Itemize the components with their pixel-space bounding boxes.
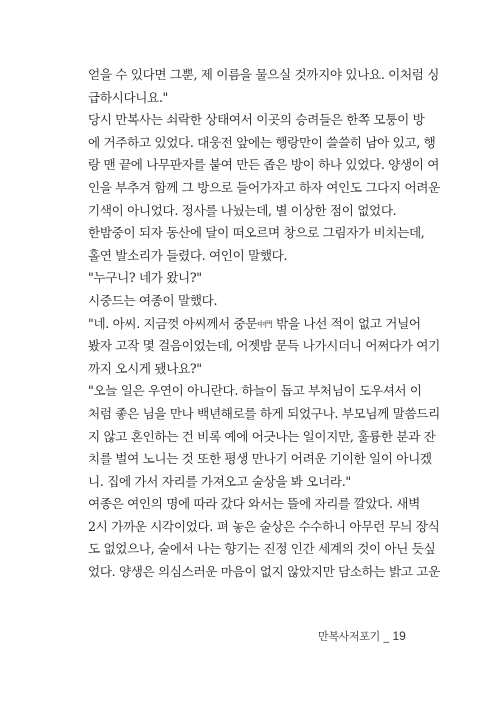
text-line: 한밤중이 되자 동산에 달이 떠오르며 창으로 그림자가 비치는데, (88, 225, 425, 241)
hanja-annotation: 中門 (257, 319, 273, 329)
text-line: 인을 부추겨 함께 그 방으로 들어가자고 하자 여인도 그다지 어려운 (88, 179, 440, 195)
body-text (88, 64, 440, 584)
text-line: 2시 가까운 시각이었다. 펴 놓은 술상은 수수하니 아무런 무늬 장식 (88, 518, 440, 534)
footer-separator: _ (383, 630, 389, 643)
text-line: "누구니? 네가 왔니?" (88, 270, 202, 286)
text-line: 당시 만복사는 쇠락한 상태여서 이곳의 승려들은 한쪽 모퉁이 방 (88, 112, 425, 128)
text-line: "네. 아씨. 지금껏 아씨께서 중문中門 밖을 나선 적이 없고 거닐어 (88, 315, 421, 331)
page-number: 19 (392, 629, 406, 643)
text-line: 얻을 수 있다면 그뿐, 제 이름을 물으실 것까지야 있나요. 이처럼 싱 (88, 67, 440, 82)
text-line: 니. 집에 가서 자리를 가져오고 술상을 봐 오너라." (88, 473, 351, 489)
text-line: 까지 오시게 됐나요?" (88, 360, 202, 376)
text-line: 랑 맨 끝에 나무판자를 붙여 만든 좁은 방이 하나 있었다. 양생이 여 (88, 157, 440, 173)
text-line: "오늘 일은 우연이 아니란다. 하늘이 돕고 부처님이 도우셔서 이 (88, 383, 422, 399)
text-line: 여종은 여인의 명에 따라 갔다 와서는 뜰에 자리를 깔았다. 새벽 (88, 496, 420, 512)
text-line: 홀연 발소리가 들렸다. 여인이 말했다. (88, 247, 288, 263)
running-title: 만복사저포기 (318, 630, 380, 643)
text-line: 급하시다니요." (88, 89, 168, 105)
page-footer (318, 628, 428, 644)
text-line: 도 없었으나, 술에서 나는 향기는 진정 인간 세계의 것이 아닌 듯싶 (88, 541, 436, 557)
text-line: 기색이 아니었다. 정사를 나눴는데, 별 이상한 점이 없었다. (88, 202, 397, 218)
text-line: 에 거주하고 있었다. 대웅전 앞에는 행랑만이 쓸쓸히 남아 있고, 행 (88, 134, 436, 150)
text-line: 시중드는 여종이 말했다. (88, 292, 218, 308)
text-line: 지 않고 혼인하는 건 비록 예에 어긋나는 일이지만, 훌륭한 분과 잔 (88, 428, 436, 444)
text-line: 었다. 양생은 의심스러운 마음이 없지 않았지만 담소하는 밝고 고운 (88, 564, 440, 580)
text-line: 치를 벌여 노니는 것 또한 평생 만나기 어려운 기이한 일이 아니겠 (88, 451, 432, 467)
text-line: 봤자 고작 몇 걸음이었는데, 어젯밤 문득 나가시더니 어쩌다가 여기 (88, 338, 440, 354)
text-line: 처럼 좋은 님을 만나 백년해로를 하게 되었구나. 부모님께 말씀드리 (88, 405, 440, 421)
